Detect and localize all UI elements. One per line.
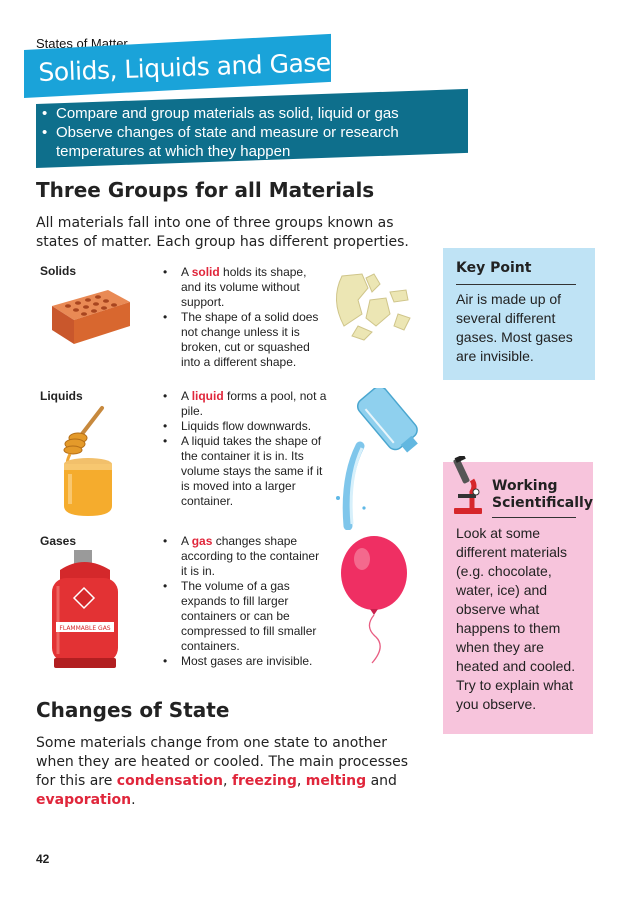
objectives-list — [42, 104, 462, 161]
key-point-text: Air is made up of several different gases. Most gases are invisible. — [456, 291, 573, 364]
broken-plate-image — [328, 270, 416, 342]
gases-bullets — [163, 534, 328, 669]
page-number: 42 — [36, 852, 50, 866]
working-scientifically-title: Working Scientifically — [492, 478, 593, 511]
section-heading-groups: Three Groups for all Materials — [36, 178, 375, 202]
water-bottle-image — [326, 388, 418, 530]
liquids-bullet-3: • A liquid takes the shape of the container it is in. Its volume stays the same if it is moved into a larger container. — [163, 434, 328, 509]
term-condensation: condensation — [116, 773, 224, 789]
solids-bullet-2: • The shape of a solid does not change unless it is broken, cut or squashed into a different shape. — [163, 310, 328, 370]
solids-label: Solids — [40, 264, 77, 278]
solids-bullets — [163, 265, 328, 370]
changes-text: Some materials change from one state to another when they are heated or cooled. The main processes for this are condensation, freezing, melting and evaporation. — [36, 735, 409, 808]
microscope-icon — [448, 456, 488, 516]
canister-label: FLAMMABLE GAS — [59, 625, 111, 632]
working-scientifically-text: Look at some different materials (e.g. chocolate, water, ice) and observe what happens to them when they are heated and cooled. Try to explain what you observe. — [456, 525, 576, 712]
key-point-title: Key Point — [456, 260, 532, 276]
term-freezing: freezing — [231, 773, 297, 789]
term-evaporation: evaporation — [36, 792, 132, 808]
gas-canister-image — [48, 550, 122, 670]
term-melting: melting — [305, 773, 367, 789]
section-heading-changes: Changes of State — [36, 698, 230, 722]
gases-bullet-2: • The volume of a gas expands to fill larger containers or can be compressed to fill smaller containers. — [163, 579, 328, 654]
working-scientifically-divider — [492, 517, 576, 518]
liquids-label: Liquids — [40, 389, 83, 403]
brick-image — [48, 284, 134, 348]
groups-intro: All materials fall into one of three groups known as states of matter. Each group has different properties. — [36, 215, 409, 250]
objective-item: • Compare and group materials as solid, liquid or gas — [42, 104, 462, 123]
objective-item: • Observe changes of state and measure or research temperatures at which they happen — [42, 123, 462, 161]
balloon-image — [336, 535, 412, 665]
key-point-divider — [456, 284, 576, 285]
gases-bullet-1: • A gas changes shape according to the container it is in. — [163, 534, 328, 579]
liquids-bullet-1: • A liquid forms a pool, not a pile. — [163, 389, 328, 419]
honey-jar-image — [56, 404, 126, 520]
liquids-bullet-2: • Liquids flow downwards. — [163, 419, 328, 434]
gases-bullet-3: • Most gases are invisible. — [163, 654, 328, 669]
page-title: Solids, Liquids and Gases — [38, 47, 344, 87]
gases-label: Gases — [40, 534, 77, 548]
solids-bullet-1: • A solid holds its shape, and its volume without support. — [163, 265, 328, 310]
topic-label: States of Matter — [36, 36, 128, 51]
liquids-bullets — [163, 389, 328, 509]
